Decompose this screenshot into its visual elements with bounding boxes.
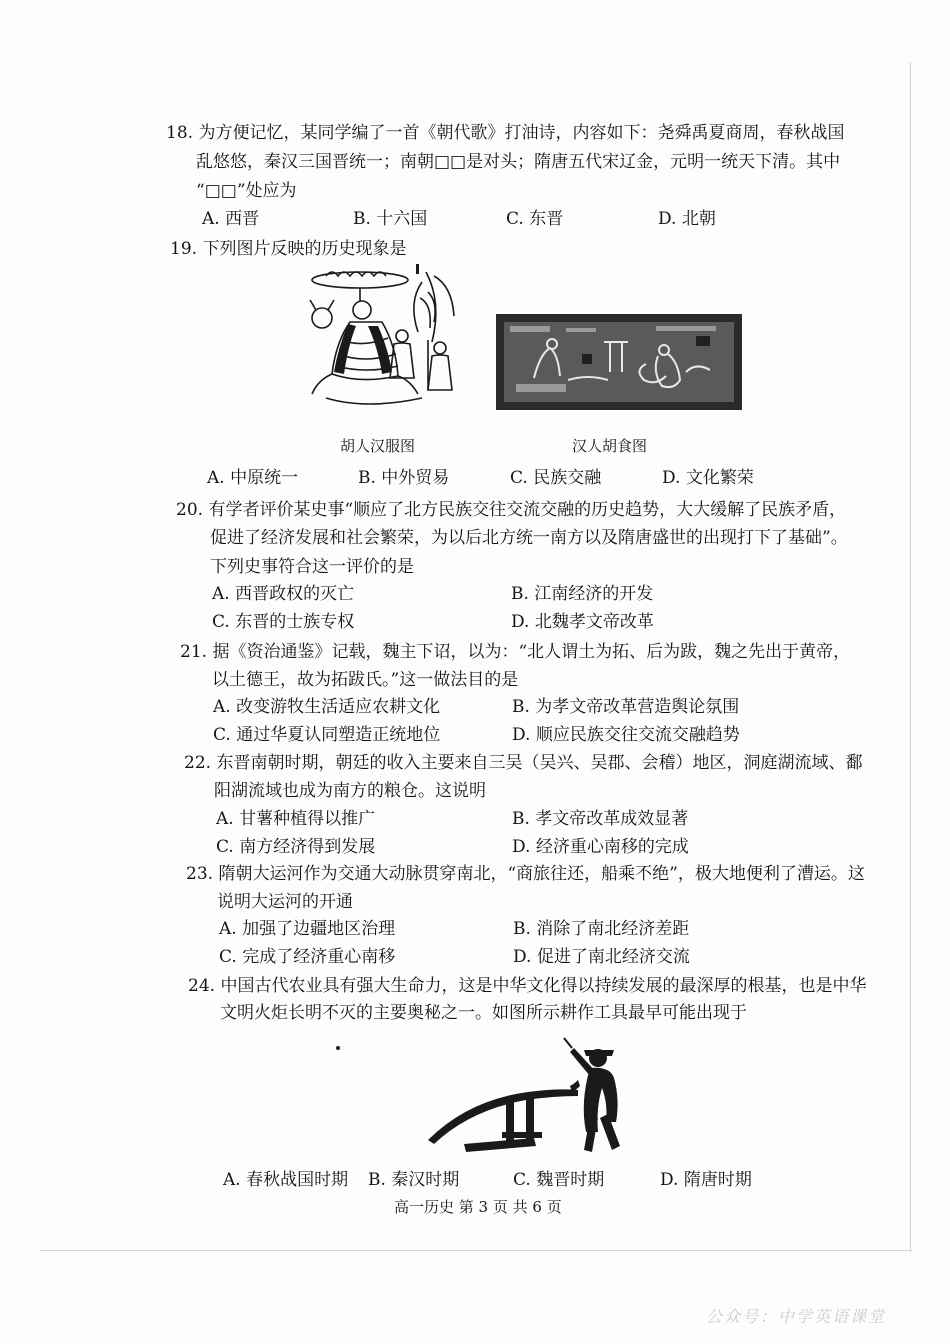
q19-option-b: B. 中外贸易 [358,468,450,488]
page-footer: 高一历史 第 3 页 共 6 页 [394,1198,562,1216]
q21-text-line-2: 以土德王，故为拓跋氏。”这一做法目的是 [212,670,519,690]
q20-option-d: D. 北魏孝文帝改革 [511,612,654,632]
scan-speck [336,1046,340,1050]
q23-text-line-1: 23. 隋朝大运河作为交通大动脉贯穿南北，“商旅往还，船乘不绝”，极大地便利了漕运。这 [186,864,865,884]
q19-text-line-1: 19. 下列图片反映的历史现象是 [170,239,407,259]
q24-option-c: C. 魏晋时期 [513,1170,605,1190]
hu-people-han-clothing-figure [302,262,470,424]
q23-option-c: C. 完成了经济重心南移 [219,947,396,967]
q23-option-d: D. 促进了南北经济交流 [513,947,690,967]
q18-option-d: D. 北朝 [658,209,716,229]
q19-option-c: C. 民族交融 [510,468,602,488]
q18-text-line-2: 乱悠悠，秦汉三国晋统一；南朝□□是对头；隋唐五代宋辽金，元明一统天下清。其中 [196,152,841,172]
q21-option-a: A. 改变游牧生活适应农耕文化 [213,697,441,717]
watermark: 公众号：中学英语课堂 [706,1307,887,1326]
q18-option-c: C. 东晋 [506,209,564,229]
q18-option-b: B. 十六国 [353,209,428,229]
q24-option-d: D. 隋唐时期 [660,1170,752,1190]
q20-option-b: B. 江南经济的开发 [511,584,654,604]
q18-option-a: A. 西晋 [202,209,260,229]
q24-text-line-2: 文明火炬长明不灭的主要奥秘之一。如图所示耕作工具最早可能出现于 [220,1003,747,1023]
q19-option-d: D. 文化繁荣 [662,468,754,488]
q23-option-b: B. 消除了南北经济差距 [513,919,690,939]
q22-option-d: D. 经济重心南移的完成 [512,837,689,857]
q20-option-c: C. 东晋的士族专权 [212,612,355,632]
q21-option-c: C. 通过华夏认同塑造正统地位 [213,725,441,745]
q22-text-line-2: 阳湖流域也成为南方的粮仓。这说明 [214,781,486,801]
q20-option-a: A. 西晋政权的灭亡 [212,584,355,604]
q22-option-b: B. 孝文帝改革成效显著 [512,809,689,829]
q23-text-line-2: 说明大运河的开通 [217,892,353,912]
page-edge [910,62,911,1252]
q21-option-b: B. 为孝文帝改革营造舆论氛围 [512,697,740,717]
q23-option-a: A. 加强了边疆地区治理 [219,919,396,939]
q20-text-line-1: 20. 有学者评价某史事“顺应了北方民族交往交流交融的历史趋势，大大缓解了民族矛盾， [176,500,847,520]
q22-option-a: A. 甘薯种植得以推广 [216,809,376,829]
han-people-hu-food-figure [496,314,742,410]
q21-option-d: D. 顺应民族交往交流交融趋势 [512,725,740,745]
figure-caption-left: 胡人汉服图 [340,437,416,455]
q19-option-a: A. 中原统一 [207,468,299,488]
q24-text-line-1: 24. 中国古代农业具有强大生命力，这是中华文化得以持续发展的最深厚的根基，也是中华 [188,976,867,996]
q20-text-line-3: 下列史事符合这一评价的是 [210,557,414,577]
q24-option-a: A. 春秋战国时期 [223,1170,349,1190]
q22-option-c: C. 南方经济得到发展 [216,837,376,857]
q21-text-line-1: 21. 据《资治通鉴》记载，魏主下诏，以为：“北人谓土为拓、后为跋，魏之先出于黄帝， [180,642,851,662]
plough-farming-figure [424,1036,634,1162]
q24-option-b: B. 秦汉时期 [368,1170,460,1190]
q18-text-line-3: “□□”处应为 [196,181,297,201]
q20-text-line-2: 促进了经济发展和社会繁荣，为以后北方统一南方以及隋唐盛世的出现打下了基础”。 [210,528,848,548]
q22-text-line-1: 22. 东晋南朝时期，朝廷的收入主要来自三吴（吴兴、吴郡、会稽）地区，洞庭湖流域、鄱 [184,753,863,773]
q18-text-line-1: 18. 为方便记忆，某同学编了一首《朝代歌》打油诗，内容如下：尧舜禹夏商周，春秋战国 [166,123,845,143]
page-edge [40,1250,912,1251]
figure-caption-right: 汉人胡食图 [572,437,648,455]
